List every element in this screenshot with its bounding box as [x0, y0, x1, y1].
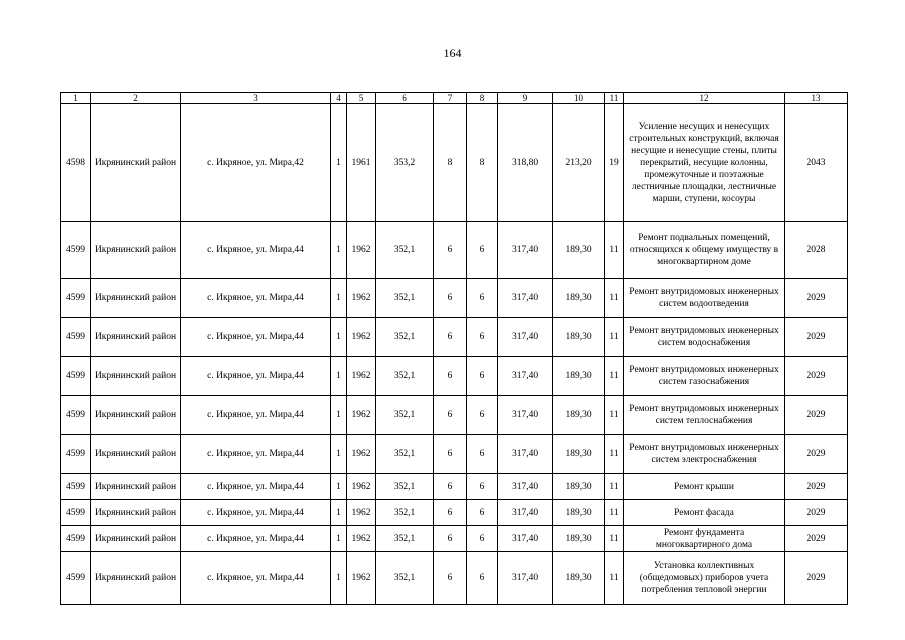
- planned-year-cell: 2029: [785, 396, 848, 435]
- work-type-cell: Ремонт внутридомовых инженерных систем газоснабжения: [624, 357, 785, 396]
- record-id: 4599: [61, 357, 91, 396]
- year-cell: 1961: [347, 104, 376, 222]
- planned-year-cell: 2028: [785, 222, 848, 279]
- col10-cell: 189,30: [553, 500, 605, 526]
- col8-cell: 8: [467, 104, 498, 222]
- column-header: 9: [498, 93, 553, 104]
- col8-cell: 6: [467, 552, 498, 605]
- col8-cell: 6: [467, 396, 498, 435]
- table-row: [61, 435, 848, 474]
- col8-cell: 6: [467, 500, 498, 526]
- col7-cell: 6: [434, 552, 467, 605]
- col8-cell: 6: [467, 318, 498, 357]
- col11-cell: 11: [605, 500, 624, 526]
- column-header: 10: [553, 93, 605, 104]
- year-cell: 1962: [347, 222, 376, 279]
- address-cell: с. Икряное, ул. Мира,44: [181, 318, 331, 357]
- col4-cell: 1: [331, 104, 347, 222]
- col7-cell: 6: [434, 435, 467, 474]
- col8-cell: 6: [467, 279, 498, 318]
- area-cell: 352,1: [376, 396, 434, 435]
- address-cell: с. Икряное, ул. Мира,44: [181, 500, 331, 526]
- area-cell: 352,1: [376, 552, 434, 605]
- district-cell: Икрянинский район: [91, 435, 181, 474]
- table-row: [61, 526, 848, 552]
- col11-cell: 19: [605, 104, 624, 222]
- record-id: 4599: [61, 552, 91, 605]
- col4-cell: 1: [331, 357, 347, 396]
- col8-cell: 6: [467, 526, 498, 552]
- record-id: 4599: [61, 222, 91, 279]
- col9-cell: 318,80: [498, 104, 553, 222]
- col11-cell: 11: [605, 526, 624, 552]
- col10-cell: 189,30: [553, 222, 605, 279]
- table-row: [61, 552, 848, 605]
- year-cell: 1962: [347, 318, 376, 357]
- table-row: [61, 474, 848, 500]
- area-cell: 353,2: [376, 104, 434, 222]
- col11-cell: 11: [605, 396, 624, 435]
- area-cell: 352,1: [376, 526, 434, 552]
- record-id: 4599: [61, 396, 91, 435]
- col9-cell: 317,40: [498, 474, 553, 500]
- column-header: 4: [331, 93, 347, 104]
- col9-cell: 317,40: [498, 357, 553, 396]
- district-cell: Икрянинский район: [91, 396, 181, 435]
- area-cell: 352,1: [376, 279, 434, 318]
- year-cell: 1962: [347, 357, 376, 396]
- col10-cell: 213,20: [553, 104, 605, 222]
- col4-cell: 1: [331, 396, 347, 435]
- col9-cell: 317,40: [498, 396, 553, 435]
- column-header: 3: [181, 93, 331, 104]
- col4-cell: 1: [331, 222, 347, 279]
- col9-cell: 317,40: [498, 435, 553, 474]
- col11-cell: 11: [605, 474, 624, 500]
- district-cell: Икрянинский район: [91, 104, 181, 222]
- record-id: 4599: [61, 474, 91, 500]
- col4-cell: 1: [331, 526, 347, 552]
- col10-cell: 189,30: [553, 474, 605, 500]
- address-cell: с. Икряное, ул. Мира,44: [181, 435, 331, 474]
- planned-year-cell: 2029: [785, 526, 848, 552]
- area-cell: 352,1: [376, 435, 434, 474]
- work-type-cell: Ремонт подвальных помещений, относящихся к общему имуществу в многоквартирном доме: [624, 222, 785, 279]
- column-header: 11: [605, 93, 624, 104]
- work-type-cell: Ремонт внутридомовых инженерных систем водоотведения: [624, 279, 785, 318]
- district-cell: Икрянинский район: [91, 474, 181, 500]
- record-id: 4599: [61, 500, 91, 526]
- col11-cell: 11: [605, 357, 624, 396]
- area-cell: 352,1: [376, 357, 434, 396]
- record-id: 4599: [61, 526, 91, 552]
- col10-cell: 189,30: [553, 279, 605, 318]
- col10-cell: 189,30: [553, 435, 605, 474]
- district-cell: Икрянинский район: [91, 318, 181, 357]
- table-row: [61, 222, 848, 279]
- planned-year-cell: 2029: [785, 357, 848, 396]
- col7-cell: 6: [434, 500, 467, 526]
- work-type-cell: Усиление несущих и ненесущих строительных конструкций, включая несущие и ненесущие стены, плиты перекрытий, несущие колонны, промежуточные и поэтажные лестничные площадки, лестничные марши, ступени, косоуры: [624, 104, 785, 222]
- col10-cell: 189,30: [553, 552, 605, 605]
- record-id: 4599: [61, 318, 91, 357]
- col4-cell: 1: [331, 500, 347, 526]
- work-type-cell: Ремонт внутридомовых инженерных систем электроснабжения: [624, 435, 785, 474]
- column-header: 12: [624, 93, 785, 104]
- planned-year-cell: 2043: [785, 104, 848, 222]
- work-type-cell: Ремонт внутридомовых инженерных систем теплоснабжения: [624, 396, 785, 435]
- page-number: 164: [443, 46, 462, 60]
- column-header-row: [61, 93, 848, 104]
- col11-cell: 11: [605, 279, 624, 318]
- table-row: [61, 500, 848, 526]
- planned-year-cell: 2029: [785, 500, 848, 526]
- column-header: 7: [434, 93, 467, 104]
- year-cell: 1962: [347, 526, 376, 552]
- table-row: [61, 318, 848, 357]
- record-id: 4599: [61, 435, 91, 474]
- district-cell: Икрянинский район: [91, 552, 181, 605]
- col7-cell: 6: [434, 318, 467, 357]
- table-row: [61, 396, 848, 435]
- district-cell: Икрянинский район: [91, 500, 181, 526]
- col7-cell: 6: [434, 222, 467, 279]
- col7-cell: 6: [434, 396, 467, 435]
- work-type-cell: Ремонт внутридомовых инженерных систем водоснабжения: [624, 318, 785, 357]
- area-cell: 352,1: [376, 222, 434, 279]
- column-header: 2: [91, 93, 181, 104]
- area-cell: 352,1: [376, 318, 434, 357]
- column-header: 5: [347, 93, 376, 104]
- col9-cell: 317,40: [498, 500, 553, 526]
- col9-cell: 317,40: [498, 526, 553, 552]
- col4-cell: 1: [331, 474, 347, 500]
- planned-year-cell: 2029: [785, 279, 848, 318]
- col11-cell: 11: [605, 552, 624, 605]
- planned-year-cell: 2029: [785, 318, 848, 357]
- col7-cell: 6: [434, 474, 467, 500]
- district-cell: Икрянинский район: [91, 526, 181, 552]
- col4-cell: 1: [331, 279, 347, 318]
- column-header: 6: [376, 93, 434, 104]
- col4-cell: 1: [331, 435, 347, 474]
- district-cell: Икрянинский район: [91, 222, 181, 279]
- address-cell: с. Икряное, ул. Мира,44: [181, 526, 331, 552]
- col11-cell: 11: [605, 222, 624, 279]
- district-cell: Икрянинский район: [91, 279, 181, 318]
- col9-cell: 317,40: [498, 279, 553, 318]
- address-cell: с. Икряное, ул. Мира,44: [181, 396, 331, 435]
- area-cell: 352,1: [376, 500, 434, 526]
- work-type-cell: Установка коллективных (общедомовых) приборов учета потребления тепловой энергии: [624, 552, 785, 605]
- col7-cell: 6: [434, 357, 467, 396]
- year-cell: 1962: [347, 500, 376, 526]
- col10-cell: 189,30: [553, 396, 605, 435]
- address-cell: с. Икряное, ул. Мира,44: [181, 474, 331, 500]
- column-header: 8: [467, 93, 498, 104]
- year-cell: 1962: [347, 279, 376, 318]
- table-row: [61, 279, 848, 318]
- capital-repair-table: [60, 92, 848, 605]
- col10-cell: 189,30: [553, 318, 605, 357]
- col8-cell: 6: [467, 435, 498, 474]
- col9-cell: 317,40: [498, 552, 553, 605]
- col7-cell: 6: [434, 279, 467, 318]
- col9-cell: 317,40: [498, 318, 553, 357]
- year-cell: 1962: [347, 396, 376, 435]
- planned-year-cell: 2029: [785, 474, 848, 500]
- planned-year-cell: 2029: [785, 435, 848, 474]
- column-header: 1: [61, 93, 91, 104]
- year-cell: 1962: [347, 474, 376, 500]
- record-id: 4599: [61, 279, 91, 318]
- col9-cell: 317,40: [498, 222, 553, 279]
- col11-cell: 11: [605, 318, 624, 357]
- col7-cell: 8: [434, 104, 467, 222]
- column-header: 13: [785, 93, 848, 104]
- col10-cell: 189,30: [553, 526, 605, 552]
- col10-cell: 189,30: [553, 357, 605, 396]
- planned-year-cell: 2029: [785, 552, 848, 605]
- year-cell: 1962: [347, 435, 376, 474]
- address-cell: с. Икряное, ул. Мира,42: [181, 104, 331, 222]
- col8-cell: 6: [467, 357, 498, 396]
- col8-cell: 6: [467, 222, 498, 279]
- col4-cell: 1: [331, 318, 347, 357]
- col8-cell: 6: [467, 474, 498, 500]
- table-row: [61, 104, 848, 222]
- address-cell: с. Икряное, ул. Мира,44: [181, 222, 331, 279]
- year-cell: 1962: [347, 552, 376, 605]
- work-type-cell: Ремонт фасада: [624, 500, 785, 526]
- work-type-cell: Ремонт крыши: [624, 474, 785, 500]
- address-cell: с. Икряное, ул. Мира,44: [181, 357, 331, 396]
- area-cell: 352,1: [376, 474, 434, 500]
- district-cell: Икрянинский район: [91, 357, 181, 396]
- table-row: [61, 357, 848, 396]
- col4-cell: 1: [331, 552, 347, 605]
- record-id: 4598: [61, 104, 91, 222]
- address-cell: с. Икряное, ул. Мира,44: [181, 279, 331, 318]
- col11-cell: 11: [605, 435, 624, 474]
- work-type-cell: Ремонт фундамента многоквартирного дома: [624, 526, 785, 552]
- address-cell: с. Икряное, ул. Мира,44: [181, 552, 331, 605]
- col7-cell: 6: [434, 526, 467, 552]
